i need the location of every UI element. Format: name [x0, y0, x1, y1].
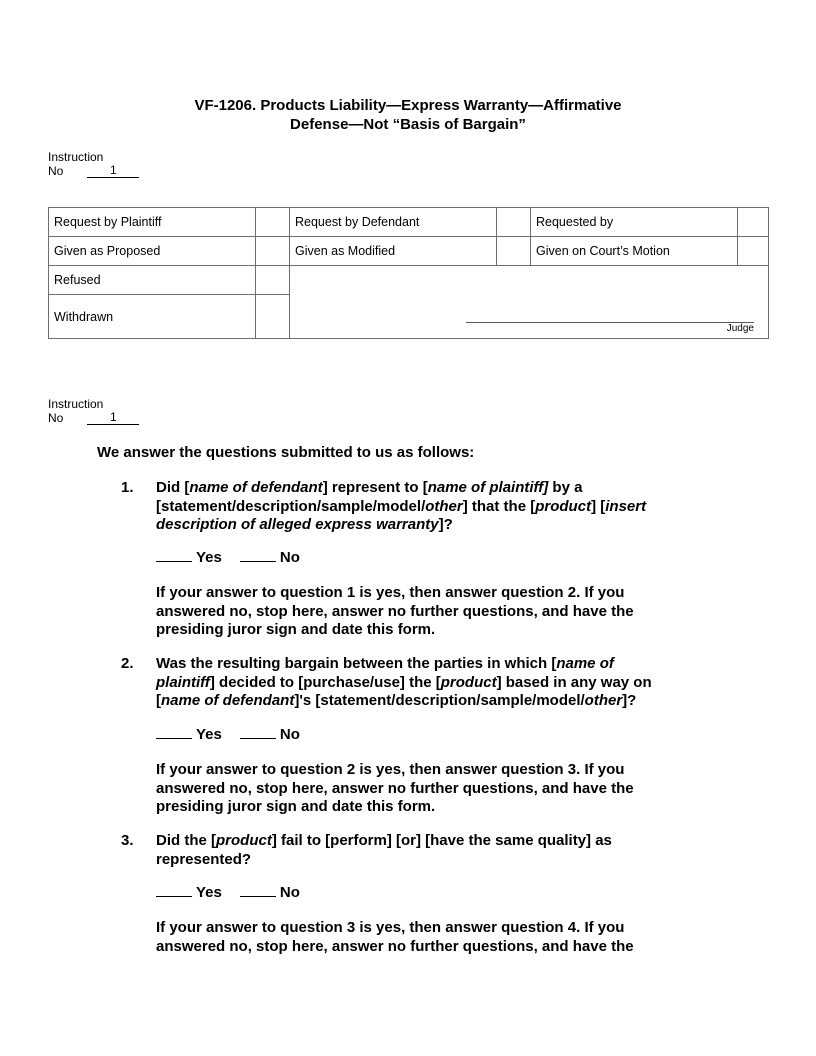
given-as-proposed-checkbox[interactable] — [256, 237, 290, 266]
question-text: Did the [product] fail to [perform] [or] [have the same quality] as represented? — [156, 832, 612, 868]
no-answer-blank[interactable] — [240, 884, 276, 897]
no-label: No — [279, 884, 300, 901]
yes-answer-blank[interactable] — [156, 549, 192, 562]
request-by-defendant-label: Request by Defendant — [290, 208, 497, 237]
form-title-line-1: VF-1206. Products Liability—Express Warranty—Affirmative — [194, 97, 622, 114]
request-by-plaintiff-checkbox[interactable] — [256, 208, 290, 237]
form-title — [0, 96, 816, 134]
instruction-no-label: No — [48, 164, 64, 178]
question-3-instruction: If your answer to question 3 is yes, then answer question 4. If you answered no, stop here, answer no further questions, and have the — [156, 919, 634, 955]
judge-signature-area[interactable] — [290, 266, 769, 339]
instruction-no-label: No — [48, 411, 64, 425]
refused-checkbox[interactable] — [256, 266, 290, 295]
withdrawn-checkbox[interactable] — [256, 295, 290, 339]
question-1 — [121, 479, 701, 535]
no-answer-blank[interactable] — [240, 726, 276, 739]
table-row — [49, 237, 769, 266]
question-number: 1. — [121, 479, 134, 496]
request-table — [48, 207, 769, 339]
request-by-plaintiff-label: Request by Plaintiff — [49, 208, 256, 237]
yes-label: Yes — [196, 726, 222, 743]
question-2-instruction: If your answer to question 2 is yes, then answer question 3. If you answered no, stop here, answer no further questions, and have the presiding juror sign and date this form. — [156, 761, 634, 815]
question-2 — [121, 655, 701, 711]
instruction-label: Instruction — [48, 397, 104, 411]
instruction-label: Instruction — [48, 150, 104, 164]
given-on-courts-motion-label: Given on Court’s Motion — [531, 237, 738, 266]
answer-options-2 — [156, 726, 300, 745]
verdict-intro: We answer the questions submitted to us as follows: — [97, 444, 475, 461]
yes-label: Yes — [196, 549, 222, 566]
yes-label: Yes — [196, 884, 222, 901]
requested-by-checkbox[interactable] — [738, 208, 769, 237]
no-label: No — [279, 549, 300, 566]
given-on-courts-motion-checkbox[interactable] — [738, 237, 769, 266]
requested-by-label: Requested by — [531, 208, 738, 237]
no-label: No — [279, 726, 300, 743]
no-answer-blank[interactable] — [240, 549, 276, 562]
question-text: Was the resulting bargain between the parties in which [name of plaintiff] decided to [purchase/use] the [product] based in any way on [name of defendant]'s [statement/description/sample/model/other]? — [156, 655, 652, 709]
request-by-defendant-checkbox[interactable] — [497, 208, 531, 237]
table-row — [49, 266, 769, 295]
given-as-modified-label: Given as Modified — [290, 237, 497, 266]
form-title-line-2: Defense—Not “Basis of Bargain” — [290, 116, 526, 133]
instruction-number-block-2 — [48, 397, 139, 425]
judge-label: Judge — [726, 323, 754, 334]
withdrawn-label: Withdrawn — [49, 295, 256, 339]
given-as-modified-checkbox[interactable] — [497, 237, 531, 266]
question-text: Did [name of defendant] represent to [name of plaintiff] by a [statement/description/sample/model/other] that the [product] [insert description of alleged express warranty]? — [156, 479, 647, 533]
yes-answer-blank[interactable] — [156, 726, 192, 739]
instruction-no-value: 1 — [87, 411, 139, 425]
instruction-no-value: 1 — [87, 164, 139, 178]
answer-options-3 — [156, 884, 300, 903]
refused-label: Refused — [49, 266, 256, 295]
yes-answer-blank[interactable] — [156, 884, 192, 897]
question-number: 3. — [121, 832, 134, 849]
question-number: 2. — [121, 655, 134, 672]
answer-options-1 — [156, 549, 300, 568]
given-as-proposed-label: Given as Proposed — [49, 237, 256, 266]
question-1-instruction: If your answer to question 1 is yes, then answer question 2. If you answered no, stop here, answer no further questions, and have the presiding juror sign and date this form. — [156, 584, 634, 638]
question-3 — [121, 832, 701, 869]
instruction-number-block — [48, 150, 139, 178]
table-row — [49, 208, 769, 237]
